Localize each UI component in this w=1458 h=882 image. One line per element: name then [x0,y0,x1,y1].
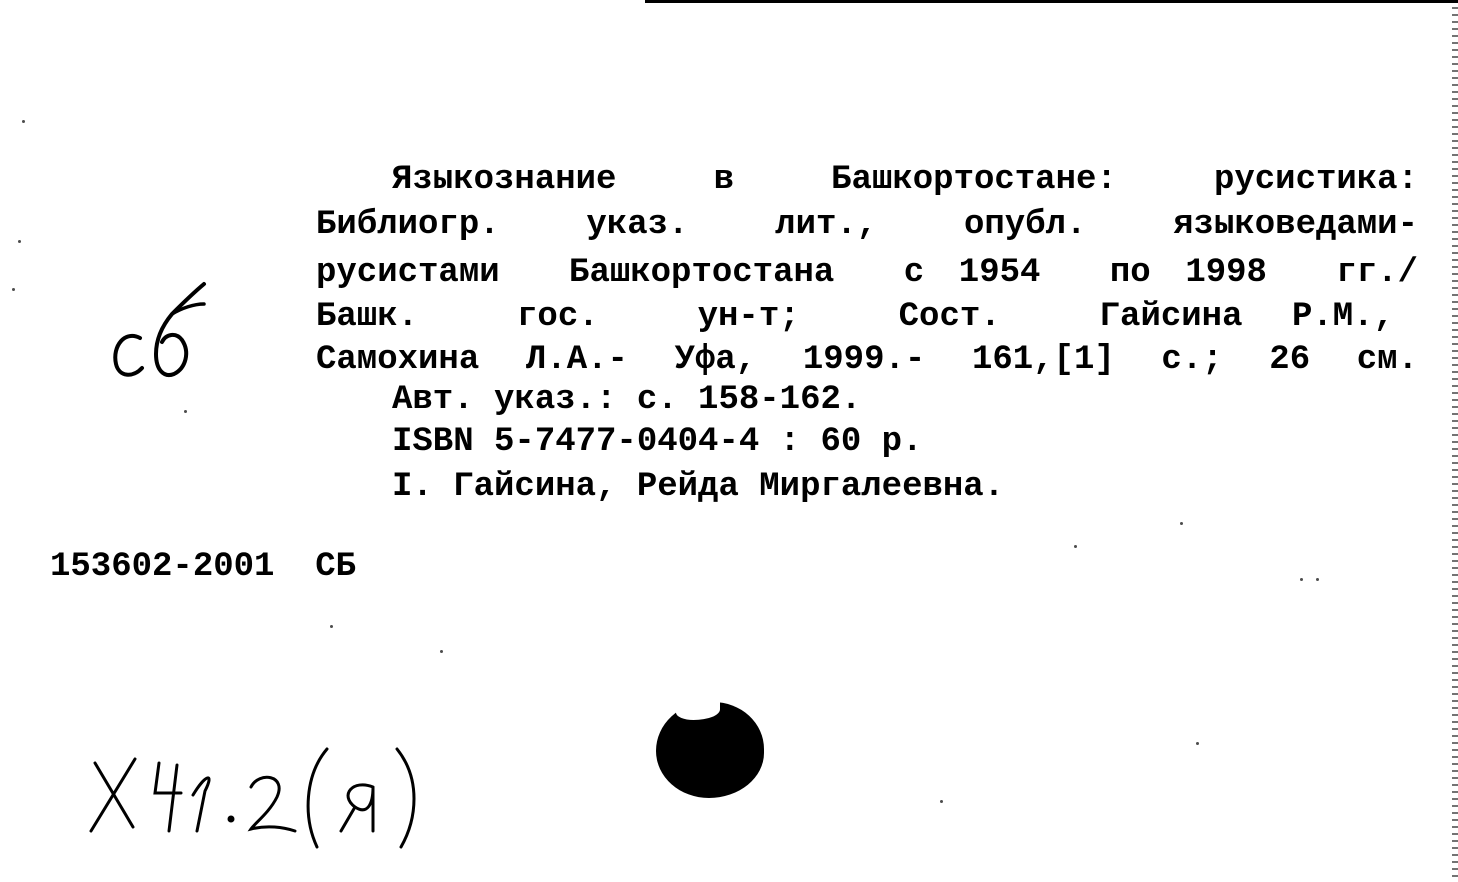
title-line-2: Библиогр. указ. лит., опубл. языковедами- [316,206,1418,244]
scan-speck [1180,522,1183,525]
handwritten-classification [55,735,435,855]
title-line-5: Самохина Л.А.- Уфа, 1999.- 161,[1] с.; 26 см. [316,341,1418,379]
scan-speck [18,240,21,243]
isbn-price: ISBN 5-7477-0404-4 : 60 р. [392,423,923,461]
title-line-1: Языкознание в Башкортостане: русистика: [392,161,1418,199]
scan-speck [1074,545,1077,548]
right-edge-border [1452,0,1458,882]
scan-speck [440,650,443,653]
top-border-line [645,0,1458,3]
added-entry: I. Гайсина, Рейда Миргалеевна. [392,468,1005,506]
handwritten-sb-mark [100,278,220,390]
scan-speck [12,288,15,291]
inventory-code: 153602-2001 СБ [50,548,357,586]
bibliography-note: Авт. указ.: с. 158-162. [392,381,862,419]
scan-speck [330,625,333,628]
title-line-4: Башк. гос. ун-т; Сост. Гайсина Р.М., [316,298,1394,336]
scan-speck [22,120,25,123]
scan-speck [1196,742,1199,745]
scan-speck [1300,578,1303,581]
scan-speck [184,410,187,413]
scan-speck [940,800,943,803]
scan-speck [1316,578,1319,581]
title-line-3: русистами Башкортостана с 1954 по 1998 гг./ [316,254,1418,292]
